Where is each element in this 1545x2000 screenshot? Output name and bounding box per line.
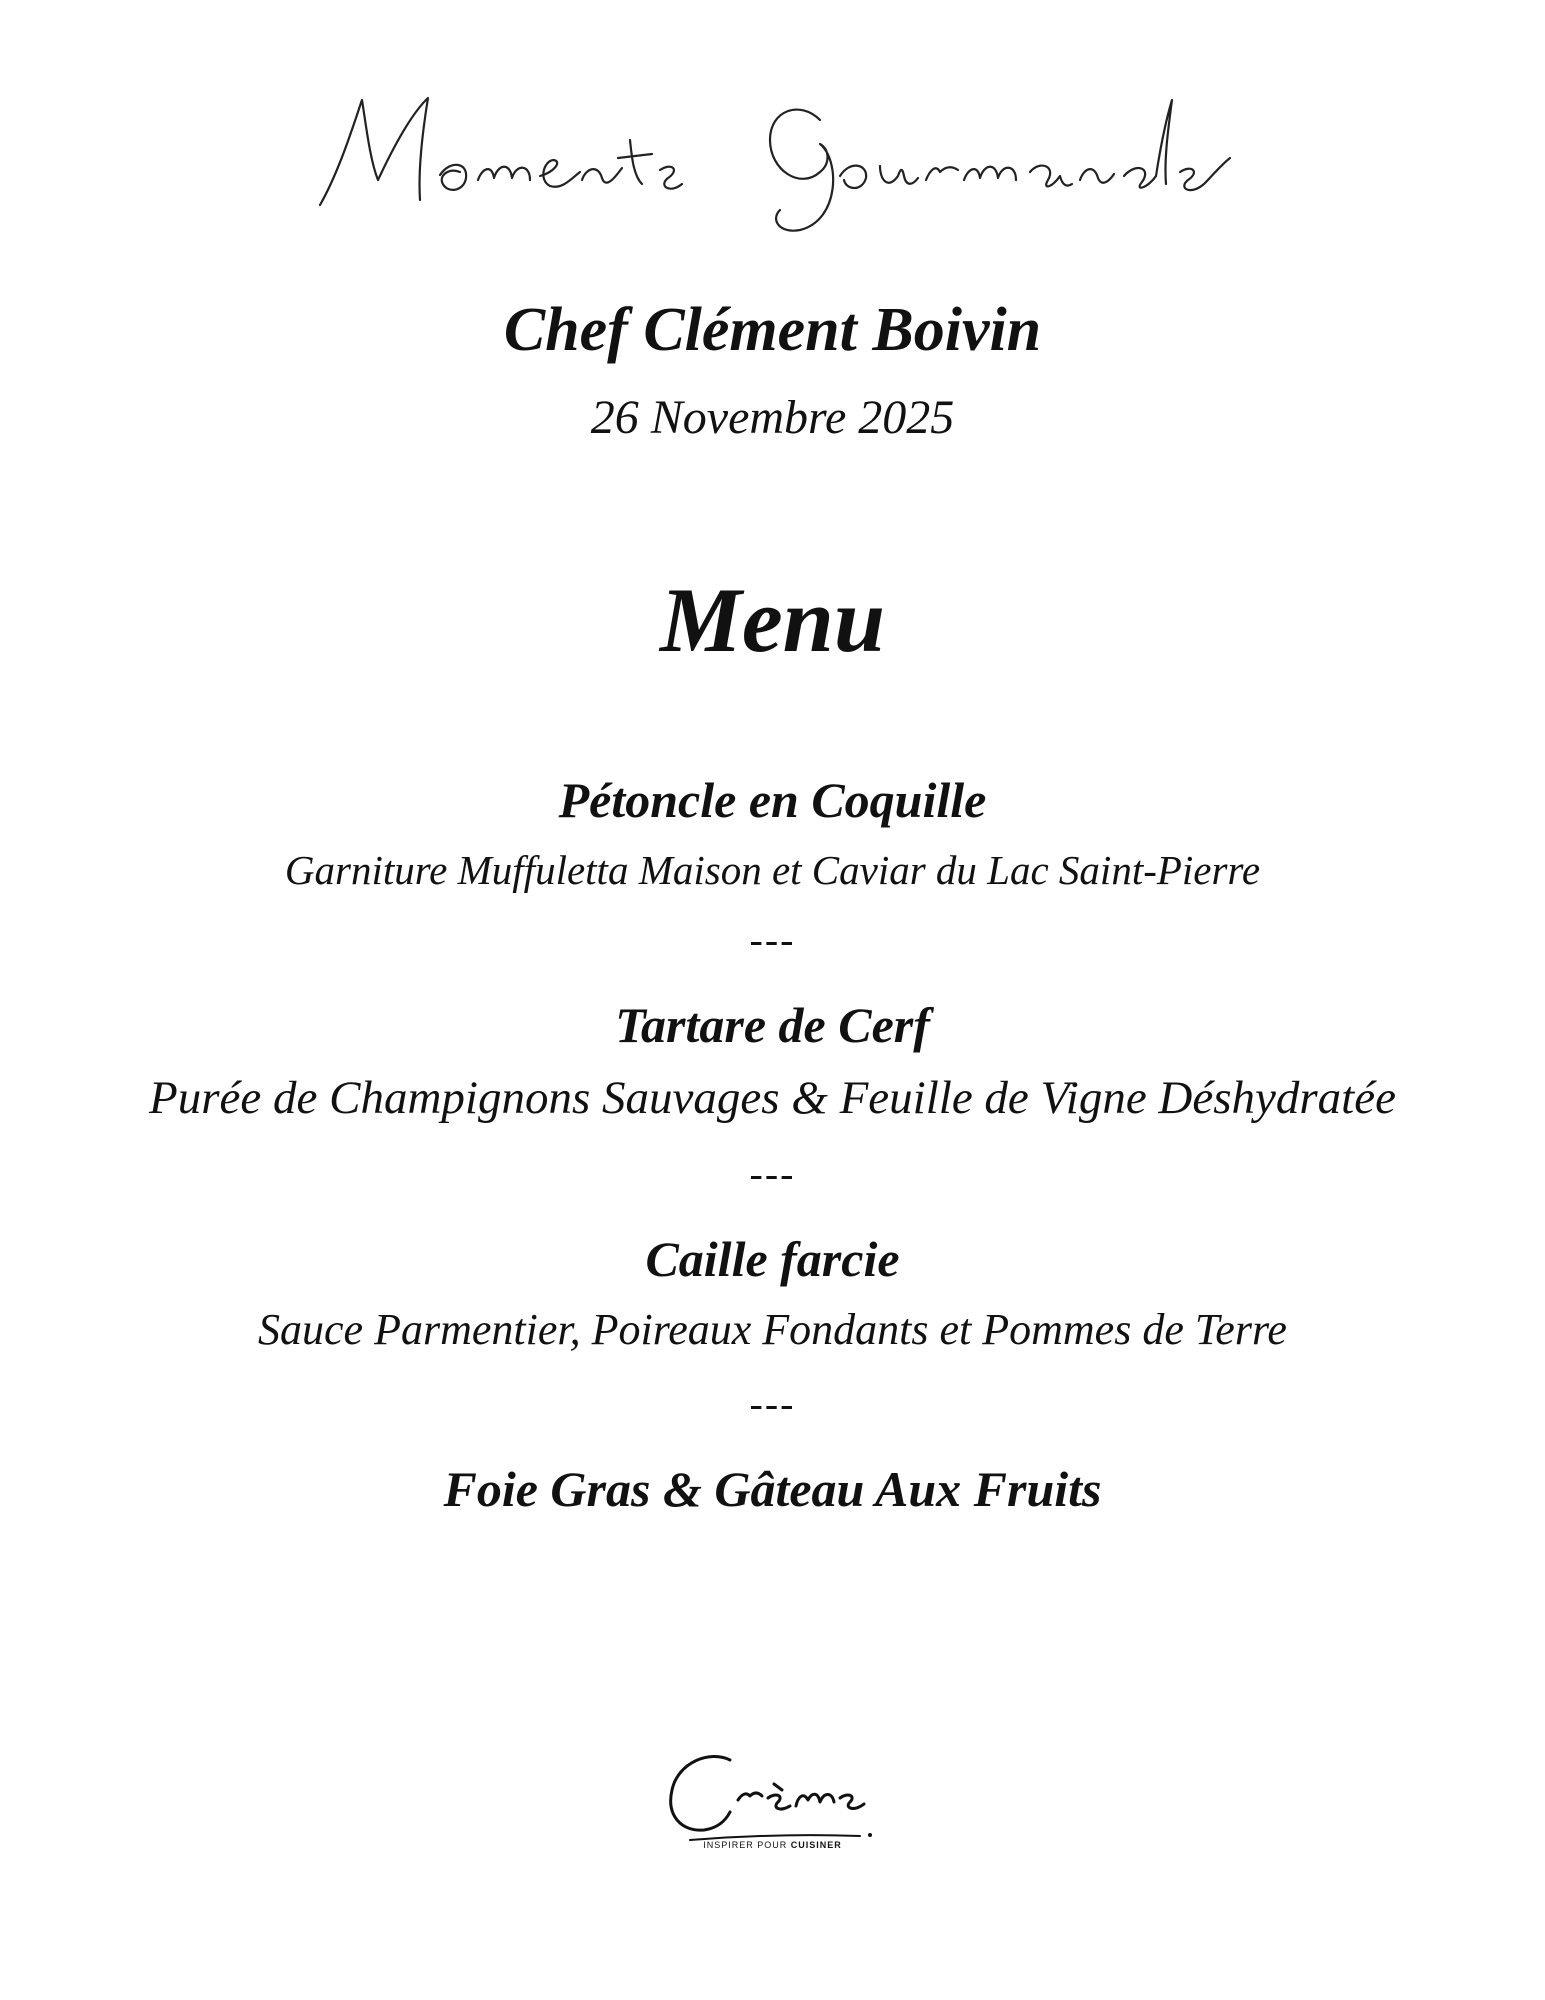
course-separator: ---: [749, 1381, 796, 1426]
menu-heading: Menu: [660, 569, 885, 671]
dish-name: Caille farcie: [645, 1231, 900, 1287]
logo-tagline: INSPIRER POUR CUISINER: [703, 1840, 842, 1850]
course-separator: ---: [749, 917, 796, 962]
dish-name: Foie Gras & Gâteau Aux Fruits: [443, 1461, 1102, 1517]
dish-description: Garniture Muffuletta Maison et Caviar du Lac Saint-Pierre: [284, 847, 1261, 893]
chef-name: Chef Clément Boivin: [503, 296, 1042, 364]
course-separator: ---: [749, 1151, 796, 1196]
script-title-logo: [300, 80, 1240, 240]
dish-description: Sauce Parmentier, Poireaux Fondants et Pommes de Terre: [258, 1305, 1287, 1354]
event-date: 26 Novembre 2025: [590, 391, 955, 444]
dish-name: Pétoncle en Coquille: [558, 772, 987, 828]
dish-description: Purée de Champignons Sauvages & Feuille de Vigne Déshydratée: [149, 1072, 1396, 1124]
dish-name: Tartare de Cerf: [615, 997, 930, 1053]
